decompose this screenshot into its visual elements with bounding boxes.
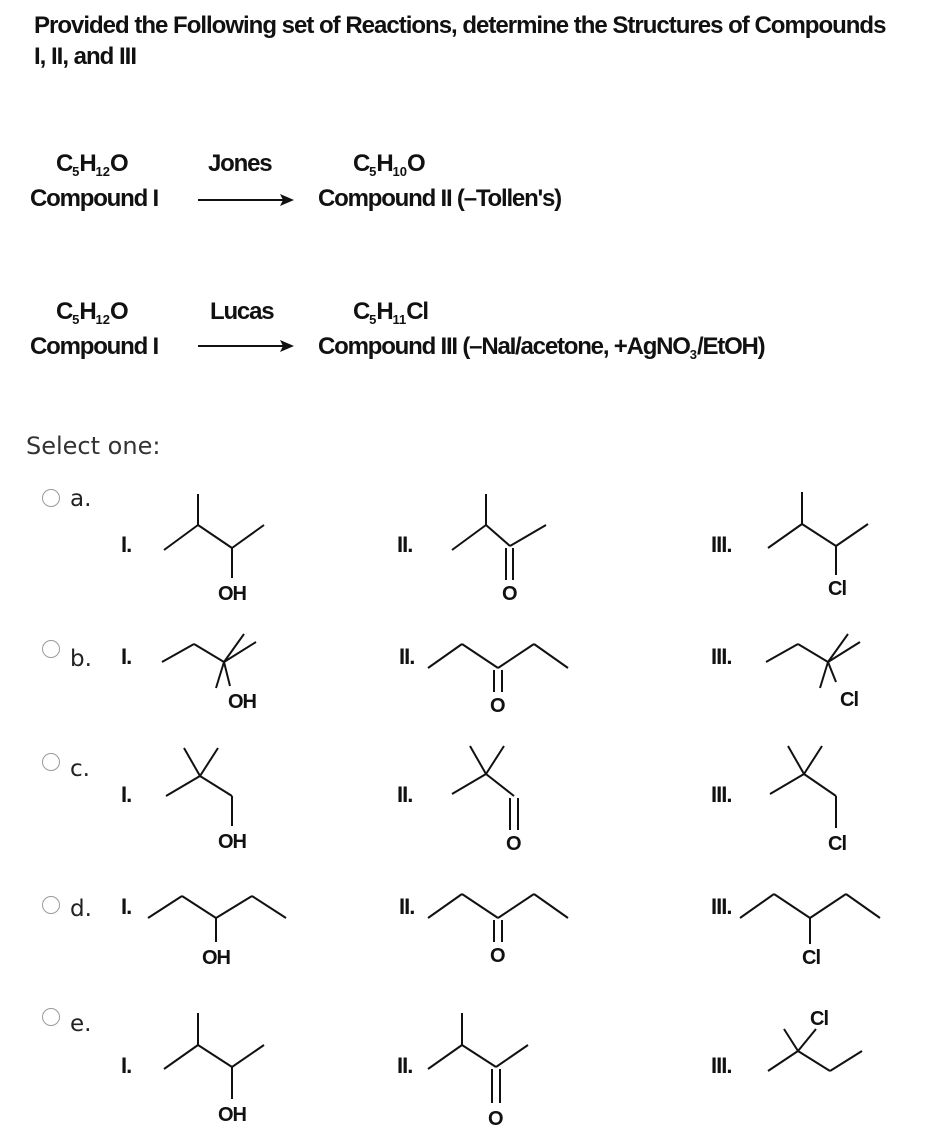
reaction-2-reagent: Lucas [210,298,274,325]
reaction-2-product-label: Compound III (–NaI/acetone, +AgNO$_3$/EtOH) [318,333,765,362]
option-b-compound-2 [424,630,584,730]
reaction-1-reagent: Jones [208,150,272,177]
option-a-label-2: II. [397,532,413,557]
option-d-label-2: II. [399,894,415,919]
option-a-radio[interactable] [42,489,60,507]
option-e-o-label: O [488,1108,503,1130]
option-e-oh-label: OH [218,1104,246,1126]
reaction-2-arrow-icon [196,336,296,356]
option-a[interactable] [0,480,928,610]
option-c-compound-1 [160,740,280,870]
option-b-compound-3 [764,630,894,730]
reaction-1-arrow-icon [196,190,296,210]
option-e-letter: e. [70,1011,92,1037]
option-c-compound-2 [448,740,568,870]
option-b-letter: b. [70,646,92,672]
option-e-compound-1 [160,995,280,1140]
option-b-label-2: II. [399,644,415,669]
option-b-cl-label: Cl [840,689,858,711]
option-c-label-2: II. [397,782,413,807]
option-b-o-label: O [490,695,505,717]
reaction-1-product-formula: $C_5H_{10}O$ [353,150,425,179]
option-c-letter: c. [70,756,90,782]
reaction-2-product-formula: $C_5H_{11}Cl$ [353,298,428,327]
reaction-1-product-label: Compound II (–Tollen's) [318,185,561,212]
option-c-label-3: III. [711,782,732,807]
option-a-o-label: O [502,583,517,605]
option-c-label-1: I. [121,782,132,807]
option-e-compound-3 [764,995,894,1140]
question-title: Provided the Following set of Reactions, determine the Structures of Compounds I, II, and III [34,12,886,70]
option-c[interactable] [0,740,928,870]
option-d-letter: d. [70,896,92,922]
option-d-compound-1 [144,880,294,980]
reaction-1-reactant-label: Compound I [30,185,158,212]
option-d-o-label: O [490,945,505,967]
option-b-radio[interactable] [42,640,60,658]
option-b-compound-1 [160,630,290,730]
option-d-label-1: I. [121,894,132,919]
option-d-label-3: III. [711,894,732,919]
option-d-oh-label: OH [202,947,230,969]
option-e-radio[interactable] [42,1008,60,1026]
option-e[interactable] [0,995,928,1140]
option-b-oh-label: OH [228,691,256,713]
option-e-label-3: III. [711,1053,732,1078]
option-d-cl-label: Cl [802,947,820,969]
option-c-cl-label: Cl [828,833,846,855]
option-c-o-label: O [506,833,521,855]
option-d[interactable] [0,880,928,980]
option-d-compound-2 [424,880,584,980]
option-a-label-1: I. [121,532,132,557]
option-e-compound-2 [424,995,564,1140]
reaction-1-reactant-formula: $C_5H_{12}O$ [56,150,128,179]
option-a-compound-2 [448,480,568,610]
option-a-label-3: III. [711,532,732,557]
option-c-oh-label: OH [218,831,246,853]
option-b[interactable] [0,630,928,730]
option-d-compound-3 [736,880,896,980]
option-e-cl-label: Cl [810,1008,828,1030]
select-one-prompt: Select one: [26,432,161,460]
reaction-2-reactant-label: Compound I [30,333,158,360]
reaction-2-reactant-formula: $C_5H_{12}O$ [56,298,128,327]
option-c-radio[interactable] [42,753,60,771]
option-a-letter: a. [70,486,92,512]
option-b-label-3: III. [711,644,732,669]
option-a-compound-1 [160,480,280,610]
option-e-label-1: I. [121,1053,132,1078]
option-c-compound-3 [764,740,884,870]
option-a-compound-3 [764,480,884,610]
option-a-cl-label: Cl [828,578,846,600]
option-a-oh-label: OH [218,583,246,605]
option-b-label-1: I. [121,644,132,669]
option-e-label-2: II. [397,1053,413,1078]
option-d-radio[interactable] [42,896,60,914]
